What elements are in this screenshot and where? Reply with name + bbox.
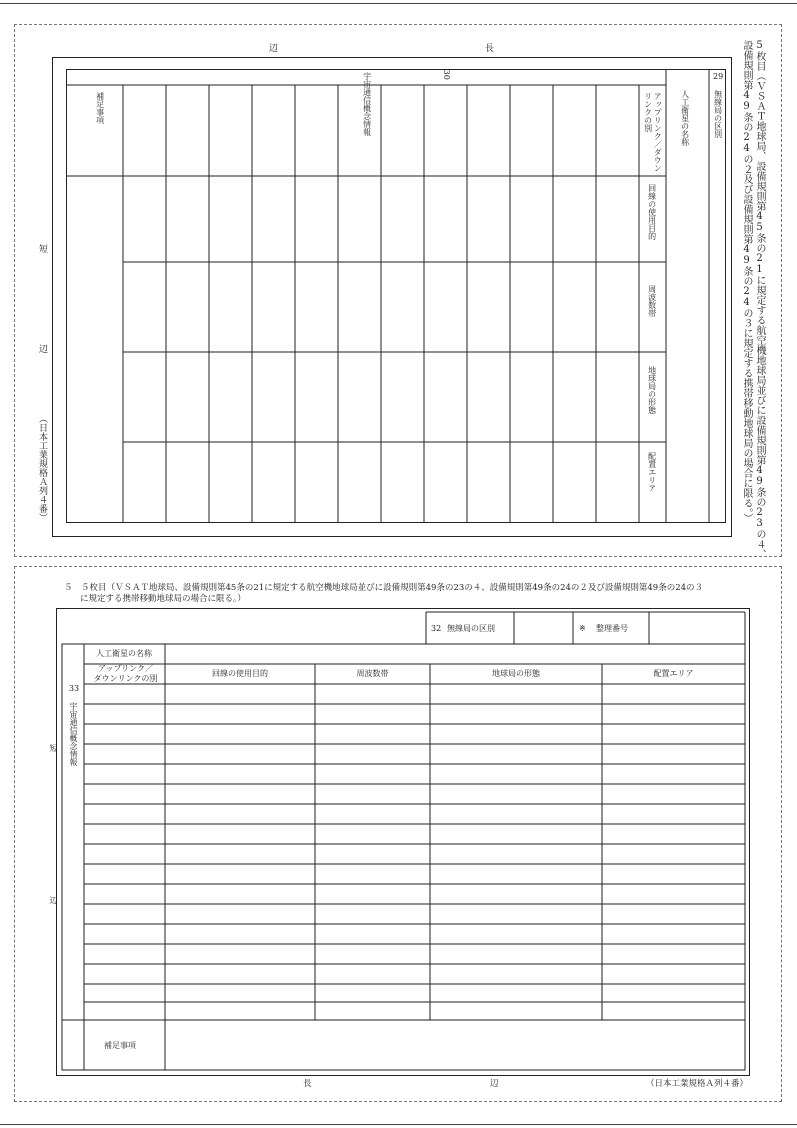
top-item30-label: 宇宙通信概念情報 <box>362 72 372 136</box>
bottom-serial-label: 整理番号 <box>596 624 628 633</box>
bottom-serial-mark: ※ <box>579 624 586 633</box>
bottom-long-edge-char1: 長 <box>303 1079 312 1089</box>
bottom-col-purpose: 回線の使用目的 <box>212 669 268 678</box>
bottom-supplement-label: 補足事項 <box>104 1041 136 1050</box>
bottom-col-form: 地球局の形態 <box>492 669 540 678</box>
top-item29-number: 29 <box>713 72 724 81</box>
bottom-item33-number: 33 <box>68 684 80 693</box>
bottom-item33-label: 宇宙通信概念情報 <box>69 702 78 766</box>
bottom-col-band: 周波数帯 <box>356 669 389 678</box>
top-title-line1: 5枚目（ＶＳＡＴ地球局、設備規則第45条の21に規定する航空機地球局並びに設備規則第49条の23の４、 <box>754 40 765 559</box>
top-item30-number: 30 <box>441 69 451 80</box>
top-supplement-label: 補足事項 <box>95 92 105 124</box>
bottom-satellite-name-label: 人工衛星の名称 <box>96 649 152 658</box>
top-item29-label: 無線局の区別 <box>713 90 723 138</box>
bottom-title-line1: ５ ５枚目（ＶＳＡＴ地球局、設備規則第45条の21に規定する航空機地球局並びに設備規則第49条の23の４、設備規則第49条の24の２及び設備規則第49条の24の３ <box>64 583 704 593</box>
top-col-band: 周波数帯 <box>647 285 657 317</box>
top-col-area: 配置エリア <box>647 452 657 492</box>
top-col-purpose: 回線の使用目的 <box>647 184 657 240</box>
top-updown-label: アップリンク／ダウンリンクの別 <box>643 92 663 172</box>
top-short-edge-char1: 短 <box>37 244 47 253</box>
bottom-item32-number: 32 <box>431 624 442 633</box>
top-satellite-name-label: 人工衛星の名称 <box>680 90 690 146</box>
top-jis-note: （日本工業規格Ａ列４番） <box>37 414 47 522</box>
top-short-edge-char2: 辺 <box>37 344 47 353</box>
bottom-updown-line2: ダウンリンクの別 <box>93 674 158 683</box>
bottom-updown-label <box>86 664 165 684</box>
top-long-edge-char1: 辺 <box>269 44 279 54</box>
top-title-line2: 設備規則第49条の24の２及び設備規則第49条の24の３に規定する携帯移動地球局の場合に限る。） <box>741 40 752 523</box>
top-col-form: 地球局の形態 <box>647 366 657 414</box>
bottom-short-edge-char1: 短 <box>49 744 58 752</box>
bottom-updown-line1: アップリンク／ <box>98 664 153 673</box>
bottom-title-line2: に規定する携帯移動地球局の場合に限る。） <box>80 594 246 604</box>
bottom-col-area: 配置エリア <box>653 669 694 678</box>
bottom-long-edge-char2: 辺 <box>490 1079 499 1089</box>
bottom-jis-note: （日本工業規格Ａ列４番） <box>646 1079 749 1089</box>
bottom-item32-label: 無線局の区別 <box>447 624 495 633</box>
top-long-edge-char2: 長 <box>485 44 495 54</box>
bottom-short-edge-char2: 辺 <box>49 896 58 904</box>
